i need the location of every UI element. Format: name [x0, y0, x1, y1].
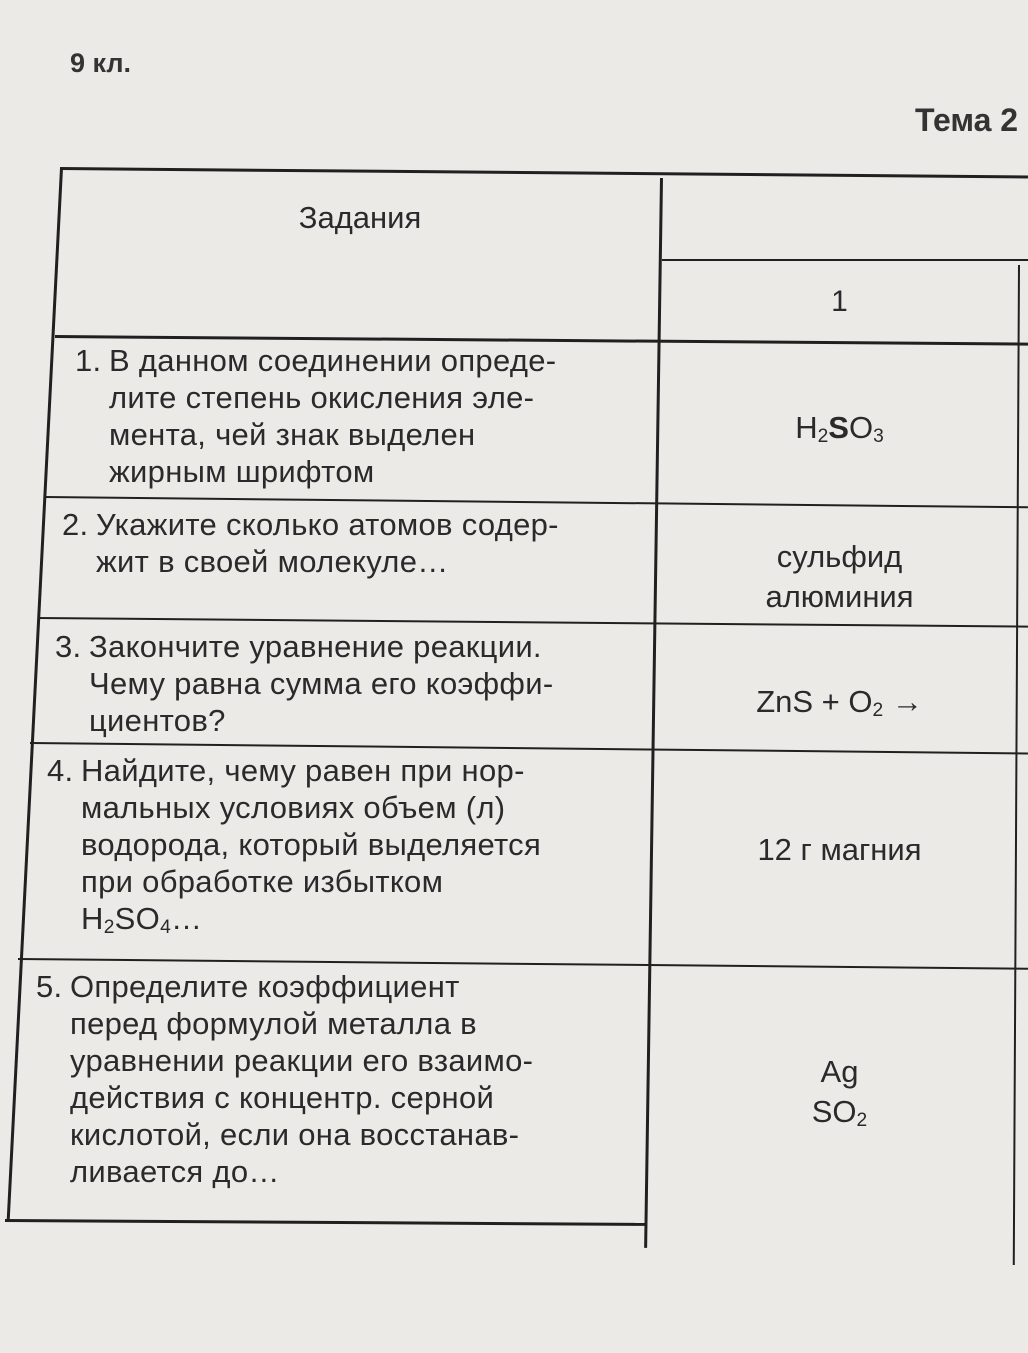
table-border-bottom	[5, 1219, 645, 1226]
task-text-line: Укажите сколько атомов содер-	[96, 507, 559, 542]
task-1-value: $H_2SO_3$	[795, 410, 884, 447]
tasks-column-header: Задания	[298, 200, 422, 235]
task-text-line: жирным шрифтом	[109, 454, 375, 489]
variant-number-header: 1	[831, 285, 848, 318]
task-number: 4.	[47, 753, 74, 788]
task-text-line: уравнении реакции его взаимо-	[70, 1043, 534, 1078]
task-3-value: ZnS + $O_2$ →	[756, 684, 923, 721]
task-number: 5.	[36, 969, 63, 1004]
topic-label: Тема 2	[915, 102, 1019, 138]
task-text-line: $H_2SO_4\dots$	[81, 901, 203, 938]
arrow-icon: →	[883, 684, 923, 719]
task-text-line: мента, чей знак выделен	[109, 417, 476, 452]
task-4	[47, 752, 541, 937]
task-2-value: сульфид алюминия	[765, 539, 914, 614]
task-text-line: перед формулой металла в	[70, 1006, 477, 1041]
task-text-line: жит в своей молекуле…	[96, 544, 449, 579]
task-text-line: циентов?	[89, 703, 226, 738]
task-text-line: Найдите, чему равен при нор-	[81, 753, 525, 788]
task-text-line: водорода, который выделяется	[81, 827, 542, 862]
task-text-line: мальных условиях объем (л)	[81, 790, 506, 825]
task-5	[36, 968, 533, 1190]
task-text-line: Закончите уравнение реакции.	[89, 629, 542, 664]
task-number: 1.	[75, 343, 102, 378]
task-text-line: лите степень окисления эле-	[109, 380, 535, 415]
task-number: 3.	[55, 629, 82, 664]
task-4-value: 12 г магния	[757, 832, 922, 867]
header-divider	[662, 259, 1028, 261]
task-5-value: Ag $SO_2$	[811, 1054, 868, 1131]
grade-label: 9 кл.	[70, 48, 132, 78]
task-3	[55, 628, 553, 739]
task-2	[62, 506, 559, 580]
task-1	[75, 342, 556, 490]
task-text-line: Чему равна сумма его коэффи-	[89, 666, 554, 701]
task-text-line: Определите коэффициент	[70, 969, 460, 1004]
task-text-line: кислотой, если она восстанав-	[70, 1117, 520, 1152]
column-divider	[644, 178, 663, 1248]
row-divider-2	[38, 617, 1028, 628]
task-text-line: действия с концентр. серной	[70, 1080, 495, 1115]
task-text-line: ливается до…	[70, 1154, 280, 1189]
table-border-top	[60, 167, 1028, 178]
task-text-line: В данном соединении опреде-	[109, 343, 557, 378]
task-number: 2.	[62, 507, 89, 542]
task-text-line: при обработке избытком	[81, 864, 444, 899]
